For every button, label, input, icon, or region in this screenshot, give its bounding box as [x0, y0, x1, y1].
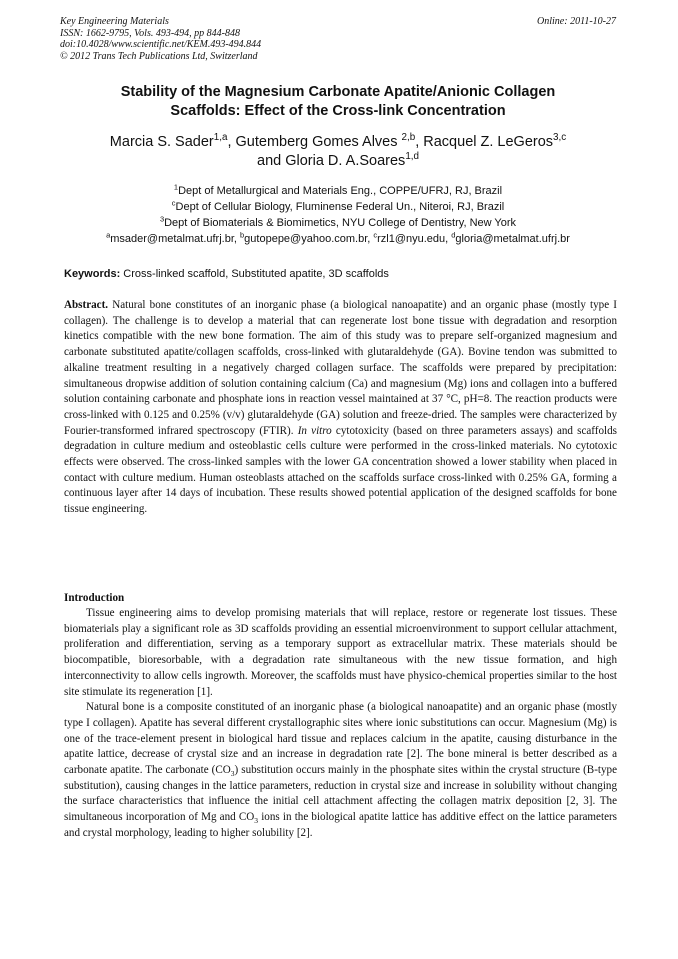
- doi-line: doi:10.4028/www.scientific.net/KEM.493-494.844: [60, 39, 262, 50]
- affil-text: Dept of Cellular Biology, Fluminense Federal Un., Niteroi, RJ, Brazil: [175, 201, 505, 213]
- paragraph-text: ions in the biological apatite lattice has additive effect on the lattice parameters and crystal morphology, leading to higher solubility [2].: [64, 811, 618, 839]
- email-mark: d: [451, 230, 456, 240]
- paragraph-text: Natural bone is a composite constituted of an inorganic phase (a biological nanoapatite) and an organic phase (mostly type I collagen). Apatite has several different crystallographic sites where ionic substitutions can occur. Magnesium (Mg) is one of the trace-element present in biological hard tissue and replaces calcium in the apatite, causing disturbance in the apatite lattice, decrease of crystal size and an increase in degradation rate [2]. The bone mineral is better described as a carbonate apatite. The carbonate (CO: [64, 701, 617, 777]
- abstract: [64, 298, 617, 518]
- title-line-2: Scaffolds: Effect of the Cross-link Concentration: [170, 103, 506, 119]
- journal-name: Key Engineering Materials: [60, 16, 169, 27]
- keywords-label: Keywords:: [64, 268, 121, 280]
- issn-line: ISSN: 1662-9795, Vols. 493-494, pp 844-848: [60, 27, 240, 39]
- affiliation-3: [60, 215, 616, 231]
- paragraph: [64, 700, 617, 841]
- author-affil-mark: 2,b: [401, 132, 416, 144]
- email-link[interactable]: gutopepe@yahoo.com.br,: [244, 233, 374, 245]
- email-link[interactable]: gloria@metalmat.ufrj.br: [455, 233, 570, 245]
- email-link[interactable]: rzl1@nyu.edu,: [377, 233, 452, 245]
- introduction-body: [64, 606, 617, 842]
- author-affil-mark: 3,c: [553, 132, 567, 144]
- author-affil-mark: 1,a: [213, 132, 228, 144]
- affil-mark: 3: [159, 214, 165, 224]
- author-name: , Racquel Z. LeGeros: [415, 134, 554, 150]
- author-affil-mark: 1,d: [405, 151, 419, 163]
- affiliations: [60, 183, 616, 247]
- author-line-1: [60, 133, 616, 152]
- paper-title: [60, 83, 616, 121]
- email-mark: a: [106, 230, 111, 240]
- affil-text: Dept of Biomaterials & Biomimetics, NYU College of Dentistry, New York: [164, 217, 517, 229]
- abstract-text: Natural bone constitutes of an inorganic phase (a biological nanoapatite) and an organic phase (mostly type I collagen). The challenge is to develop a material that can regenerate lost bone tissue with degradation and resorption kinetics compatible with the new bone formation. The aim of this study was to prepare self-organized magnesium and carbonate substituted apatite/collagen scaffolds, cross-linked with glutaraldehyde (GA). Bovine tendon was submitted to alkaline treatment resulting in a negatively charged collagen surface. The scaffolds were prepared by precipitation: simultaneous dropwise addition of solution containing calcium (Ca) and magnesium (Mg) ions and collagen into a buffered solution containing carbonate and phosphate ions in reaction vessel maintained at 37 °C, pH=8. The reaction products were cross-linked with 0.125 and 0.25% (v/v) glutaraldehyde (GA) solution and freeze-dried. The samples were characterized by Fourier-transformed infrared spectroscopy (FTIR).: [64, 299, 617, 437]
- affiliation-2: [60, 199, 616, 215]
- subscript: 3: [254, 816, 259, 826]
- abstract-text: cytotoxicity (based on three parameters assays) and scaffolds degradation in culture medium and osteoblastic cells culture were performed in the cross-linked materials. No cytotoxic effects were observed. The cross-linked samples with the lower GA concentration showed a lower stability when placed in contact with culture medium. Human osteoblasts attached on the scaffolds surface cross-linked with 0.25% GA, forming a continuous layer after 14 days of incubation. These results showed potential application of the designed scaffolds for bone tissue engineering.: [64, 424, 617, 516]
- paragraph: Tissue engineering aims to develop promising materials that will replace, restore or regenerate lost tissues. These biomaterials play a significant role as 3D scaffolds providing an essential microenvironment to support cellular attachment, proliferation and differentiation, serving as a temporary support as extracellular matrix. These materials should be biocompatible, bioresorbable, with a degradation rate simultaneous with the new tissue formation, and high interconnectivity to allow cells ingrowth. Moreover, the scaffolds must have physico-chemical properties similar to the host site stimulate its regeneration [1].: [64, 607, 617, 698]
- abstract-italic: In vitro: [297, 424, 332, 437]
- paragraph-text: ) substitution occurs mainly in the phosphate sites within the crystal structure (B-type substitution), causing changes in the lattice parameters, reduction in crystal size and increase in solubility without changing the surface characteristics that influence the initial cell attachment affecting the collagen matrix deposition [2, 3]. The simultaneous incorporation of Mg and CO: [64, 764, 617, 824]
- copyright-line: © 2012 Trans Tech Publications Ltd, Switzerland: [60, 50, 258, 62]
- affil-mark: 1: [173, 182, 179, 192]
- section-heading-introduction: Introduction: [64, 592, 125, 604]
- author-emails: [60, 231, 616, 247]
- author-line-2: [60, 152, 616, 171]
- keywords-text: Cross-linked scaffold, Substituted apatite, 3D scaffolds: [120, 268, 389, 280]
- author-list: [60, 133, 616, 171]
- author-name: and Gloria D. A.Soares: [257, 153, 406, 169]
- email-mark: c: [373, 230, 378, 240]
- journal-header: [60, 16, 616, 62]
- affil-text: Dept of Metallurgical and Materials Eng., COPPE/UFRJ, RJ, Brazil: [178, 185, 503, 197]
- email-mark: b: [240, 230, 245, 240]
- abstract-label: Abstract.: [64, 299, 109, 311]
- affiliation-1: [60, 183, 616, 199]
- author-name: Marcia S. Sader: [109, 134, 214, 150]
- online-date: Online: 2011-10-27: [537, 16, 616, 27]
- email-link[interactable]: msader@metalmat.ufrj.br,: [110, 233, 241, 245]
- author-name: , Gutemberg Gomes Alves: [227, 134, 402, 150]
- title-line-1: Stability of the Magnesium Carbonate Apatite/Anionic Collagen: [120, 84, 556, 100]
- subscript: 3: [230, 769, 235, 779]
- affil-mark: c: [171, 198, 176, 208]
- keywords-line: [64, 267, 616, 281]
